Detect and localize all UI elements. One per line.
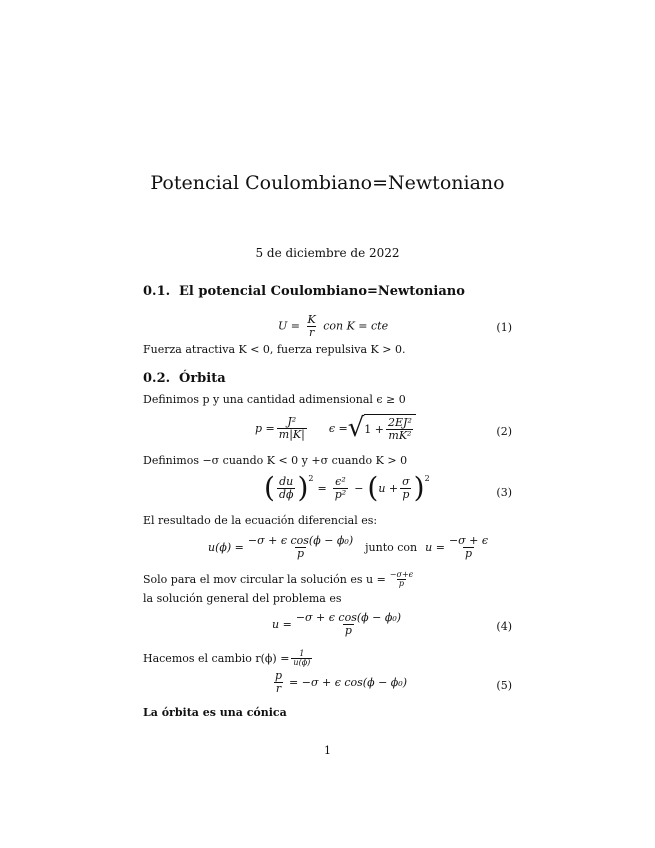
eq2-sqrt: √ 1 + $\frac{\text{2EJ²}}{\text{mK²}}$ [348,414,416,442]
section-heading-2 [143,371,226,386]
eqd-fraction [246,535,355,560]
circular-den: p [398,579,405,588]
circular-fraction [388,571,415,588]
section-title: El potencial Coulombiano=Newtoniano [179,284,465,299]
text-change [143,650,314,667]
eq2-one: 1 + [364,423,384,436]
change-num: 1 [299,649,305,658]
text-result: El resultado de la ecuación diferencial es: [143,514,378,527]
date: 5 de diciembre de 2022 [255,246,400,260]
text-define-sigma: Definimos −σ cuando K < 0 y +σ cuando K > 0 [143,454,408,467]
section-number: 0.1. [143,284,171,299]
equation-5-label: (5) [496,679,512,692]
eq1-lhs: U = [278,319,300,333]
eq1-tail: con K = cte [323,319,389,333]
eq3-sq2: 2 [424,474,430,483]
eq2-rden: mK² [388,429,412,442]
eq3-fraction-sigma [400,476,412,501]
text-general: la solución general del problema es [143,592,342,605]
text-define-p: Definimos p y una cantidad adimensional ϵ ≥ 0 [143,393,406,406]
eq2-eps: ϵ = [328,421,348,435]
text-change-label: Hacemos el cambio r(ϕ) = [143,652,290,665]
eq3-num1: du [279,474,294,488]
equation-5 [271,670,407,695]
text-circular [143,571,417,588]
eq1-fraction [305,314,317,339]
eq1-den: r [308,326,315,339]
equation-2-label: (2) [496,425,512,438]
eq2-den: m|K| [278,427,305,441]
equation-1 [278,314,388,339]
eq3-num3: σ [402,474,410,488]
eq2-lhs: p = [255,421,275,435]
page-title: Potencial Coulombiano=Newtoniano [150,172,505,194]
eq3-den3: p [402,487,410,501]
eq1-num: K [307,313,316,326]
eqd-num2: −σ + ϵ [448,534,489,547]
text-forces: Fuerza atractiva K < 0, fuerza repulsiva K > 0. [143,343,406,356]
eqd-num: −σ + ϵ cos(ϕ − ϕ₀) [247,534,354,547]
eq2-fraction-eps [386,417,414,442]
equation-diff-result [208,535,492,560]
eq2-fraction-p [277,416,307,441]
eq5-rhs: = −σ + ϵ cos(ϕ − ϕ₀) [289,676,407,689]
eq3-u: u + [378,481,399,495]
eq5-fraction [273,670,284,695]
page-number: 1 [324,744,331,757]
eq4-fraction [294,612,403,637]
equation-2 [255,414,416,442]
eqd-fraction2 [447,535,490,560]
eq2-rnum: 2EJ² [388,416,412,429]
text-conic: La órbita es una cónica [143,706,287,719]
change-den: u(ϕ) [293,658,311,667]
eq3-num2: ϵ² [335,474,346,488]
equation-1-label: (1) [496,321,512,334]
eqd-u: u = [425,541,445,554]
equation-3: ( $\frac{du}{d\phi}$ ) $^2$ = $\frac{\text{ϵ²}}{\text{p²}}$ − ( u + $\frac{\sigma}{p}$ ) $^2$ [264,471,430,504]
eq4-num: −σ + ϵ cos(ϕ − ϕ₀) [295,611,402,624]
equation-4-label: (4) [496,620,512,633]
eq3-fraction-du [277,476,296,501]
eq2-num: J² [287,414,297,428]
eq3-den2: p² [334,487,347,501]
eq3-sq1: 2 [308,474,314,483]
eq4-den: p [344,624,352,637]
section-number: 0.2. [143,371,171,386]
eq4-lhs: u = [272,618,292,631]
section-title: Órbita [179,371,226,386]
eq5-num: p [275,669,283,682]
eq3-den1: dϕ [278,487,294,501]
equation-3-label: (3) [496,486,512,499]
eqd-mid: junto con [365,541,418,554]
circular-num: −σ+ϵ [389,570,414,579]
section-heading-1 [143,284,465,299]
eq3-minus: − [354,481,364,495]
eq3-fraction-eps [333,476,348,501]
eqd-den2: p [464,547,473,560]
equation-4 [272,612,405,637]
eqd-lhs: u(ϕ) = [208,541,244,554]
eq5-den: r [275,682,282,695]
eqd-den: p [296,547,305,560]
text-circular-label: Solo para el mov circular la solución es u = [143,573,386,586]
change-fraction [291,650,312,667]
eq3-eq: = [317,481,327,495]
